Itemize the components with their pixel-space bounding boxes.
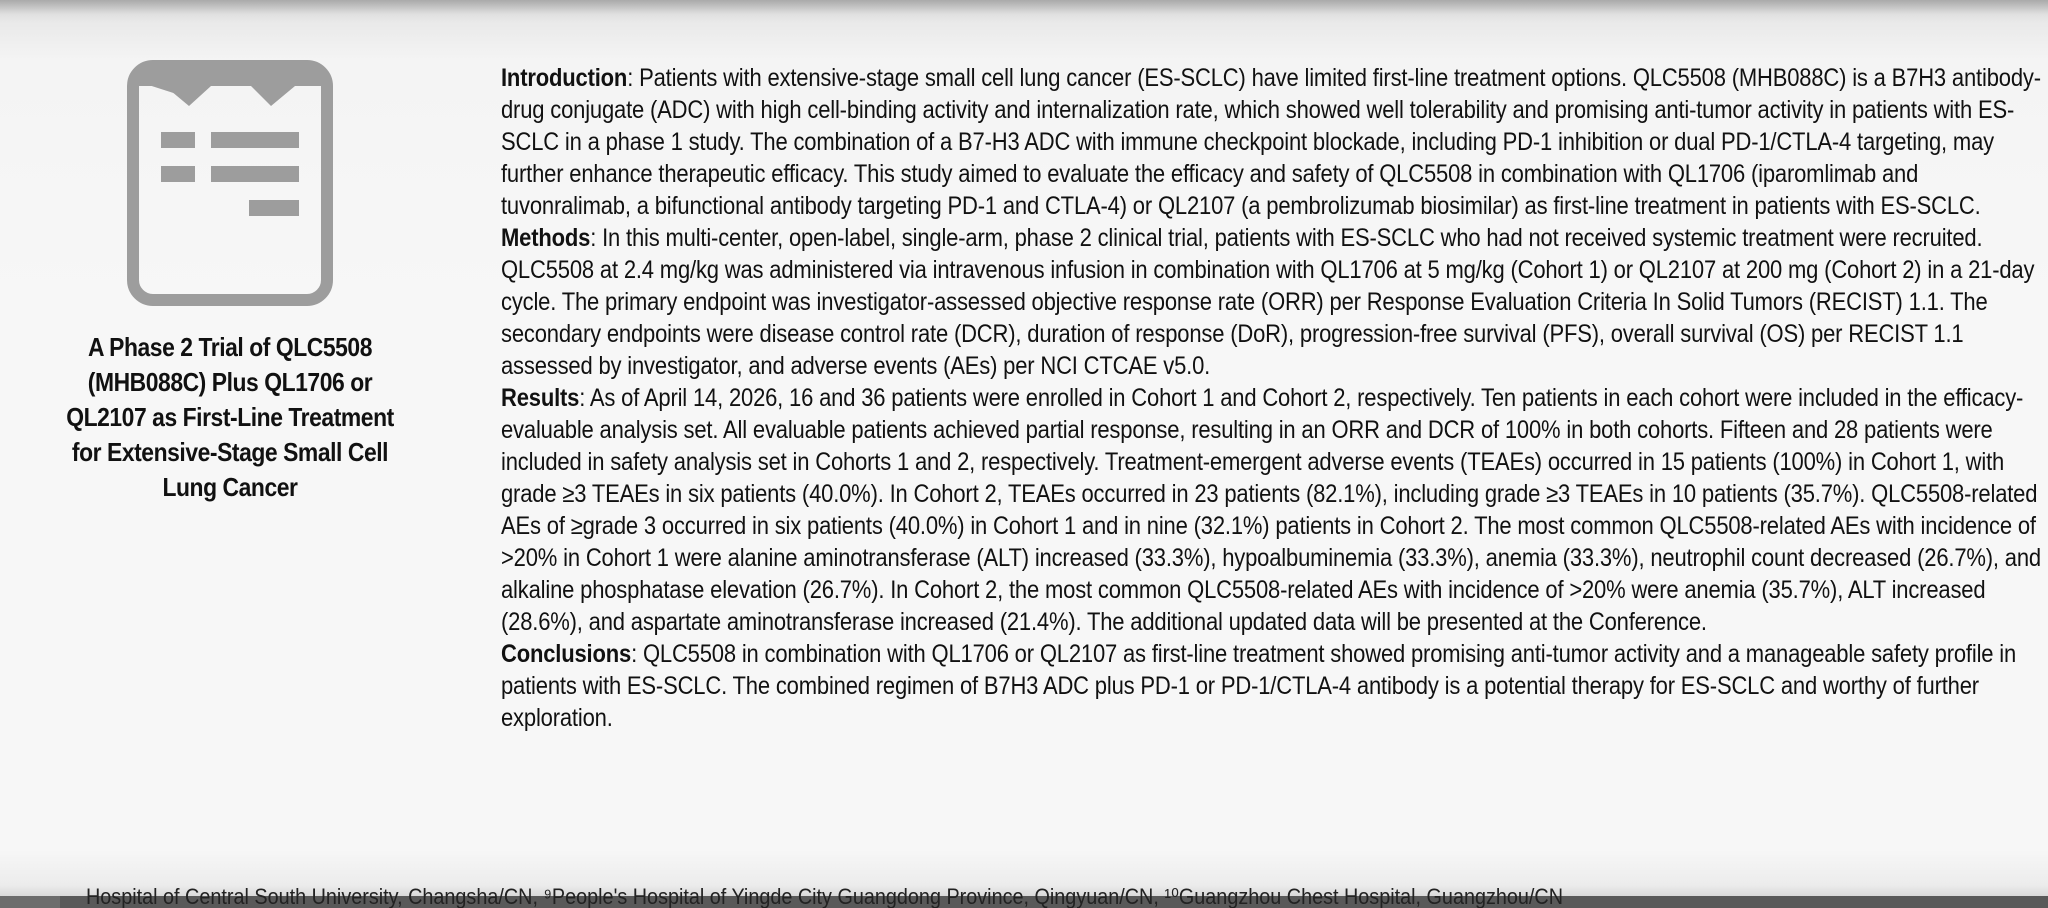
methods-text: : In this multi-center, open-label, single-arm, phase 2 clinical trial, patients with ES-SCLC who had not received systemic treatment were recruited. QLC5508 at 2.4 mg/kg was administered via intravenous infusion in combination with QL1706 at 5 mg/kg (Cohort 1) or QL2107 at 200 mg (Cohort 2) in a 21-day cycle. The primary endpoint was investigator-assessed objective response rate (ORR) per Response Evaluation Criteria In Solid Tumors (RECIST) 1.1. The secondary endpoints were disease control rate (DCR), duration of response (DoR), progression-free survival (PFS), overall survival (OS) per RECIST 1.1 assessed by investigator, and adverse events (AEs) per NCI CTCAE v5.0. (501, 224, 2035, 380)
document-icon (127, 60, 333, 306)
conclusions-text: : QLC5508 in combination with QL1706 or QL2107 as first-line treatment showed promising anti-tumor activity and a manageable safety profile in patients with ES-SCLC. The combined regimen of B7H3 ADC plus PD-1 or PD-1/CTLA-4 antibody is a potential therapy for ES-SCLC and worthy of further exploration. (501, 640, 2017, 732)
title-panel (40, 60, 420, 505)
conclusions-section (501, 638, 2041, 734)
footer-affiliations (86, 888, 1986, 908)
introduction-text: : Patients with extensive-stage small cell lung cancer (ES-SCLC) have limited first-line treatment options. QLC5508 (MHB088C) is a B7H3 antibody-drug conjugate (ADC) with high cell-binding activity and internalization rate, which showed well tolerability and promising anti-tumor activity in patients with ES-SCLC in a phase 1 study. The combination of a B7-H3 ADC with immune checkpoint blockade, including PD-1 inhibition or dual PD-1/CTLA-4 targeting, may further enhance therapeutic efficacy. This study aimed to evaluate the efficacy and safety of QLC5508 in combination with QL1706 (iparomlimab and tuvonralimab, a bifunctional antibody targeting PD-1 and CTLA-4) or QL2107 (a pembrolizumab biosimilar) as first-line treatment in patients with ES-SCLC. (501, 64, 2041, 220)
top-shadow (0, 0, 2048, 14)
methods-section (501, 222, 2041, 382)
introduction-section (501, 62, 2041, 222)
footer-affiliations-text: Hospital of Central South University, Changsha/CN, ⁹People's Hospital of Yingde City Guangdong Province, Qingyuan/CN, ¹⁰Guangzhou Chest Hospital, Guangzhou/CN (86, 888, 1564, 908)
methods-heading: Methods (501, 224, 591, 252)
introduction-heading: Introduction (501, 64, 628, 92)
bottom-bar-tab (0, 896, 60, 908)
results-text: : As of April 14, 2026, 16 and 36 patients were enrolled in Cohort 1 and Cohort 2, respectively. Ten patients in each cohort were included in the efficacy-evaluable analysis set. All evaluable patients achieved partial response, resulting in an ORR and DCR of 100% in both cohorts. Fifteen and 28 patients were included in safety analysis set in Cohorts 1 and 2, respectively. Treatment-emergent adverse events (TEAEs) occurred in 15 patients (100%) in Cohort 1, with grade ≥3 TEAEs in six patients (40.0%). In Cohort 2, TEAEs occurred in 23 patients (82.1%), including grade ≥3 TEAEs in 10 patients (35.7%). QLC5508-related AEs of ≥grade 3 occurred in six patients (40.0%) in Cohort 1 and in nine (32.1%) patients in Cohort 2. The most common QLC5508-related AEs with incidence of >20% in Cohort 1 were alanine aminotransferase (ALT) increased (33.3%), hypoalbuminemia (33.3%), anemia (33.3%), neutrophil count decreased (26.7%), and alkaline phosphatase elevation (26.7%). In Cohort 2, the most common QLC5508-related AEs with incidence of >20% were anemia (35.7%), ALT increased (28.6%), and aspartate aminotransferase increased (21.4%). The additional updated data will be presented at the Conference. (501, 384, 2041, 636)
abstract-body (501, 62, 2041, 734)
results-heading: Results (501, 384, 580, 412)
conclusions-heading: Conclusions (501, 640, 632, 668)
results-section (501, 382, 2041, 638)
poster-title: A Phase 2 Trial of QLC5508 (MHB088C) Plus QL1706 or QL2107 as First-Line Treatment for Extensive-Stage Small Cell Lung Cancer (66, 332, 394, 502)
